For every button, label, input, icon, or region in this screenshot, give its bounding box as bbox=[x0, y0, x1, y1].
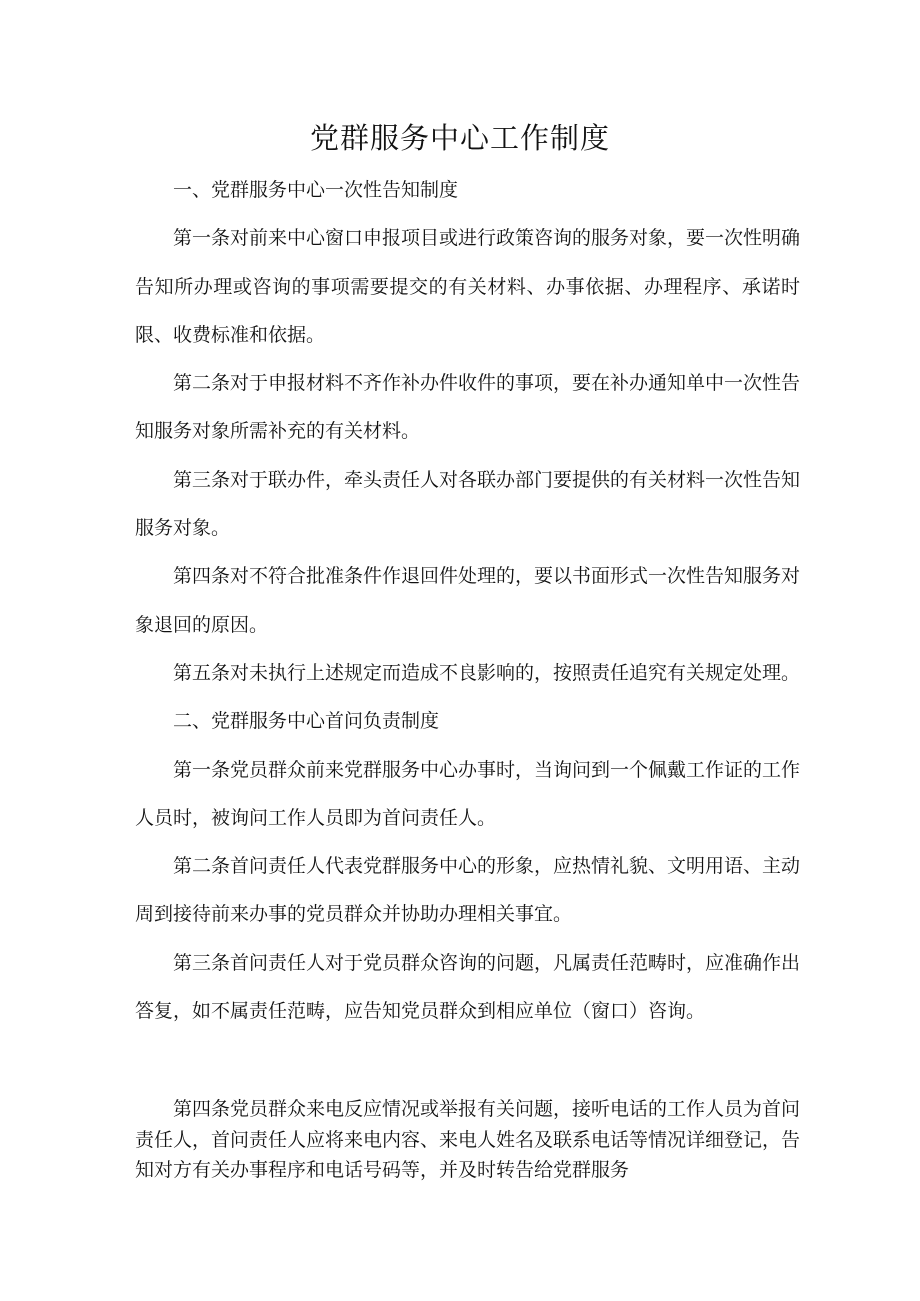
document-body bbox=[135, 166, 800, 1035]
document-title: 党群服务中心工作制度 bbox=[309, 121, 610, 155]
paragraph-article-5: 第五条对未执行上述规定而造成不良影响的，按照责任追究有关规定处理。 bbox=[173, 661, 801, 684]
paragraph-first-inquiry-article-3: 第三条首问责任人对于党员群众咨询的问题，凡属责任范畴时，应准确作出答复，如不属责任范畴，应告知党员群众到相应单位（窗口）咨询。 bbox=[135, 951, 801, 1023]
paragraph-article-3: 第三条对于联办件，牵头责任人对各联办部门要提供的有关材料一次性告知服务对象。 bbox=[135, 468, 801, 540]
paragraph-first-inquiry-article-1: 第一条党员群众前来党群服务中心办事时，当询问到一个佩戴工作证的工作人员时，被询问工作人员即为首问责任人。 bbox=[135, 758, 801, 829]
document-tail bbox=[135, 1094, 800, 1186]
paragraph-article-2: 第二条对于申报材料不齐作补办件收件的事项，要在补办通知单中一次性告知服务对象所需补充的有关材料。 bbox=[135, 372, 801, 443]
paragraph-article-1: 第一条对前来中心窗口申报项目或进行政策咨询的服务对象，要一次性明确告知所办理或咨询的事项需要提交的有关材料、办事依据、办理程序、承诺时限、收费标准和依据。 bbox=[135, 227, 801, 346]
section-heading-first-inquiry: 二、党群服务中心首问负责制度 bbox=[173, 710, 440, 733]
section-heading-one-time-notice: 一、党群服务中心一次性告知制度 bbox=[173, 179, 459, 201]
paragraph-first-inquiry-article-2: 第二条首问责任人代表党群服务中心的形象，应热情礼貌、文明用语、主动周到接待前来办事的党员群众并协助办理相关事宜。 bbox=[135, 855, 801, 926]
paragraph-article-4: 第四条对不符合批准条件作退回件处理的，要以书面形式一次性告知服务对象退回的原因。 bbox=[135, 565, 801, 636]
paragraph-first-inquiry-article-4: 第四条党员群众来电反应情况或举报有关问题，接听电话的工作人员为首问责任人，首问责任人应将来电内容、来电人姓名及联系电话等情况详细登记，告知对方有关办事程序和电话号码等，并及时转告给党群服务 bbox=[135, 1098, 801, 1181]
